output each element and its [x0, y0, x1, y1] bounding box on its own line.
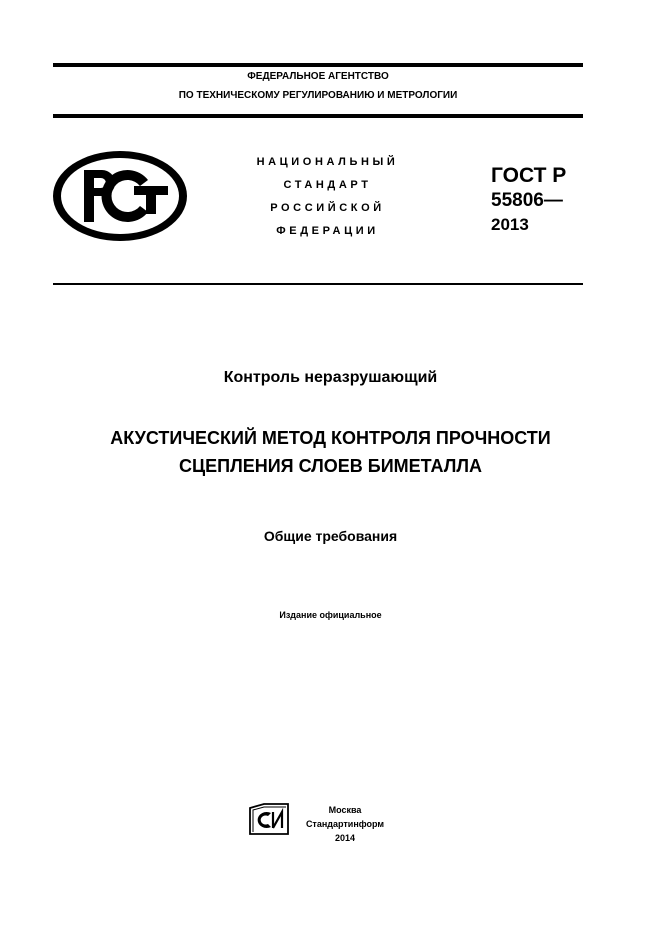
publisher-city: Москва: [328, 805, 362, 815]
rst-logo-icon: [50, 148, 190, 244]
national-line-1: НАЦИОНАЛЬНЫЙ: [256, 156, 399, 168]
agency-line-1: ФЕДЕРАЛЬНОЕ АГЕНТСТВО: [247, 71, 389, 82]
main-title-line-1: АКУСТИЧЕСКИЙ МЕТОД КОНТРОЛЯ ПРОЧНОСТИ: [110, 428, 551, 448]
publisher-year: 2014: [334, 833, 356, 843]
standartinform-logo-icon: [248, 802, 290, 836]
agency-bottom-rule: [53, 114, 583, 118]
category-title: Контроль неразрушающий: [223, 369, 438, 386]
national-line-2: СТАНДАРТ: [283, 179, 372, 191]
header-bottom-rule: [53, 283, 583, 285]
subtitle: Общие требования: [263, 528, 398, 544]
national-line-3: РОССИЙСКОЙ: [270, 202, 385, 214]
gost-code-line-2: 55806—: [491, 190, 563, 211]
edition-note: Издание официальное: [279, 610, 382, 620]
publisher-name: Стандартинформ: [305, 819, 385, 829]
main-title-line-2: СЦЕПЛЕНИЯ СЛОЕВ БИМЕТАЛЛА: [178, 456, 482, 476]
top-rule: [53, 63, 583, 67]
gost-code-line-3: 2013: [491, 215, 529, 234]
national-line-4: ФЕДЕРАЦИИ: [276, 225, 379, 237]
agency-line-2: ПО ТЕХНИЧЕСКОМУ РЕГУЛИРОВАНИЮ И МЕТРОЛОГИИ: [178, 90, 458, 101]
gost-code-line-1: ГОСТ Р: [491, 164, 567, 187]
